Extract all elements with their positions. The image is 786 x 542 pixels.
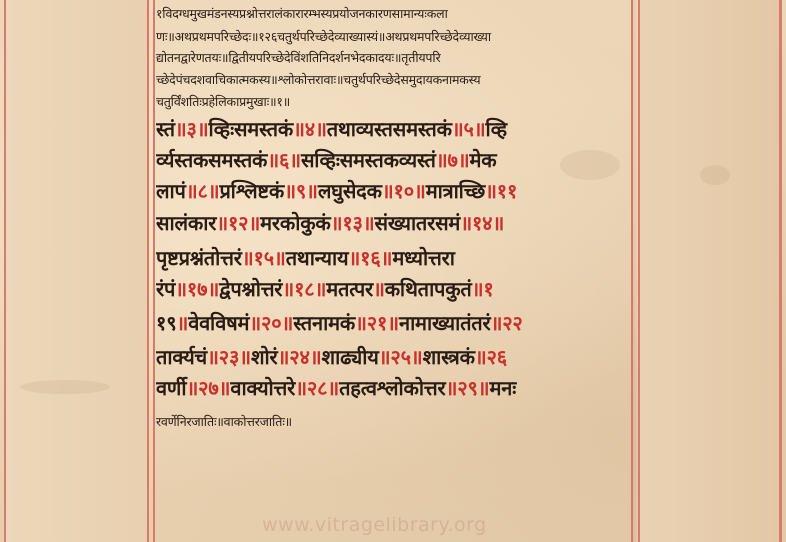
verse-marker: ॥२४॥ — [277, 345, 322, 369]
verse-marker: ॥२६ — [474, 345, 507, 369]
verse-marker: ॥१२॥ — [216, 211, 261, 235]
verse-marker: ॥२१॥ — [355, 311, 399, 335]
margin-rule-right-2 — [638, 0, 640, 542]
text-line: च्छेदेपंचदशवाचिकात्मकस्य॥श्लोकोत्तरावाः॥चतुर्थपरिच्छेदेसमुदायकनामकस्य — [156, 72, 481, 87]
main-text-line: तार्क्यचं॥२३॥शोरं॥२४॥शाढ्यीय॥२५॥शास्त्रकं॥२६ — [156, 345, 507, 369]
verse-marker: ॥१५॥ — [241, 246, 286, 270]
margin-rule-right-outer — [779, 0, 782, 542]
verse-marker: ॥११ — [485, 179, 518, 203]
verse-marker: ॥ — [372, 277, 385, 301]
verse-marker: ॥२८॥ — [295, 376, 340, 400]
text-line: द्योतनद्वारेणतयः॥द्वितीयपरिच्छेदेविंशतिनिदर्शनभेदकादयः॥तृतीयपरि — [156, 50, 441, 65]
text-line: णः॥अथप्रथमपरिच्छेदः॥१२६चतुर्थपरिच्छेदेव्याख्यास्यं॥अथप्रथमपरिच्छेदेव्याख्या — [156, 29, 491, 44]
verse-marker: ॥१३॥ — [330, 211, 375, 235]
verse-marker: ॥२९॥ — [445, 376, 490, 400]
verse-marker: ॥२५॥ — [378, 345, 423, 369]
verse-marker: ॥१४॥ — [460, 211, 505, 235]
verse-marker: ॥८॥ — [185, 179, 220, 203]
verse-marker: ॥१०॥ — [381, 179, 426, 203]
verse-marker: ॥६॥ — [267, 148, 301, 172]
verse-marker: ॥ — [176, 311, 189, 335]
verse-marker: ॥७॥ — [435, 148, 470, 172]
main-text-line: वर्णी॥२७॥वाक्योत्तरे॥२८॥तहत्वश्लोकोत्तर॥२९॥मनः — [156, 376, 517, 400]
main-text-line: १९॥वेवविषमं॥२०॥स्तनामकं॥२१॥नामाख्यातंतरं॥२२ — [156, 311, 523, 335]
verse-marker: ॥५॥ — [451, 117, 486, 141]
main-text-line: र्व्यस्तकसमस्तकं॥६॥सव्हिःसमस्तकव्यस्तं॥७॥मेक — [156, 148, 497, 172]
right-margin-panel — [640, 0, 779, 542]
left-margin-panel — [6, 0, 147, 542]
text-line: चतुर्विंशतिःप्रहेलिकाप्रमुखाः॥१॥ — [156, 94, 290, 109]
page-fold-shadow — [631, 0, 637, 542]
ink-smudge — [20, 380, 110, 394]
main-text-line: सालंकार॥१२॥मरकोकुकं॥१३॥संख्यातरसमं॥१४॥ — [156, 211, 505, 235]
verse-marker: ॥१७॥ — [175, 277, 220, 301]
main-text-line: पृष्टप्रश्नंतोत्तरं॥१५॥तथान्याय॥१६॥मध्योत्तरा — [156, 246, 455, 270]
verse-marker: ॥२०॥ — [249, 311, 294, 335]
verse-marker: ॥१८॥ — [282, 277, 327, 301]
margin-rule-left-1 — [147, 0, 149, 542]
verse-marker: ॥९॥ — [284, 179, 318, 203]
verse-marker: ॥२२ — [490, 311, 523, 335]
main-text-line: स्तं॥३॥व्हिःसमस्तकं॥४॥तथाव्यस्तसमस्तकं॥५॥व्हि — [156, 117, 507, 141]
footer-text-line: रवर्णेनिरजातिः॥वाकोत्तरजातिः॥ — [156, 414, 292, 429]
margin-rule-left-2 — [153, 0, 155, 542]
verse-marker: ॥१ — [471, 277, 494, 301]
watermark: www.vitragelibrary.org — [262, 514, 487, 536]
ink-smudge — [700, 165, 730, 185]
verse-marker: ॥२३॥ — [206, 345, 251, 369]
verse-marker: ॥२७॥ — [186, 376, 231, 400]
margin-rule-left-outer — [4, 0, 6, 542]
main-text-line: लापं॥८॥प्रश्लिष्टकं॥९॥लघुसेदक॥१०॥मात्राच्छि॥११ — [156, 179, 518, 203]
verse-marker: ॥३॥ — [174, 117, 209, 141]
text-line: १विदग्धमुखमंडनस्यप्रश्नोत्तरालंकारारम्भस्यप्रयोजनकारणसामान्यःकला — [156, 6, 448, 21]
main-text-line: रंपं॥१७॥द्वेपश्नोत्तरं॥१८॥मतत्पर॥कथितापकुतं॥१ — [156, 277, 494, 301]
verse-marker: ॥१६॥ — [348, 246, 393, 270]
verse-marker: ॥४॥ — [293, 117, 327, 141]
